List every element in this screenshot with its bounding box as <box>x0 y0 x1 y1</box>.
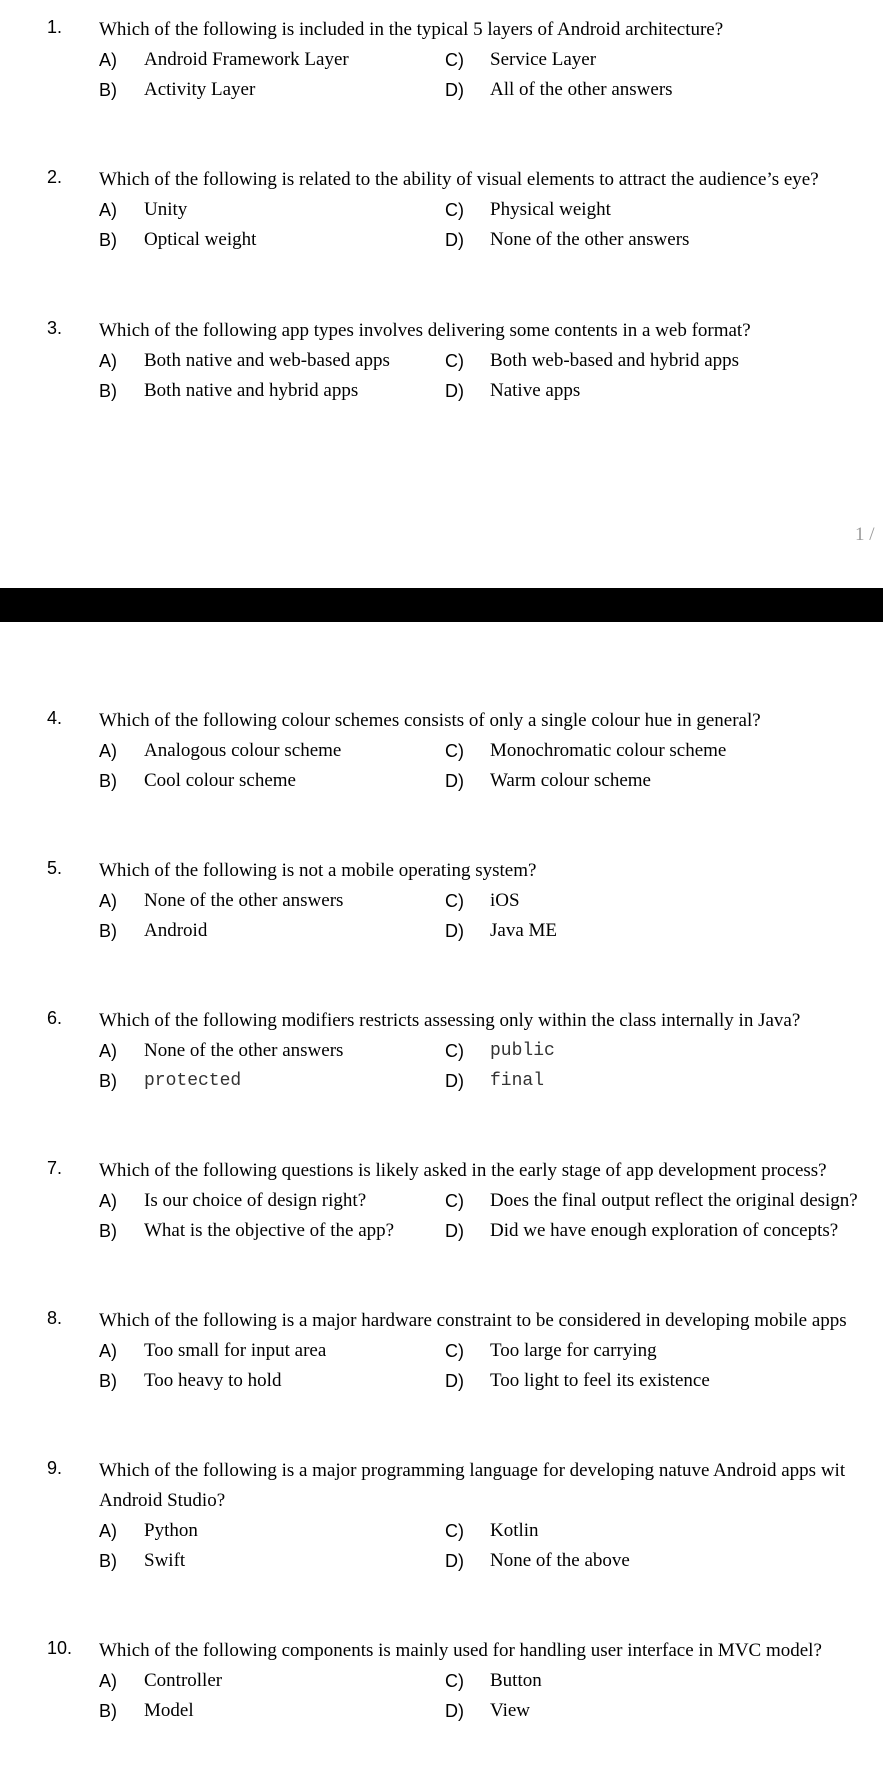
option-text: None of the other answers <box>490 229 690 250</box>
option-text: Kotlin <box>490 1520 539 1541</box>
option-text: What is the objective of the app? <box>144 1220 395 1241</box>
option-letter: D) <box>445 381 464 401</box>
option-text: None of the above <box>490 1550 630 1571</box>
option-letter: A) <box>99 50 117 70</box>
option-letter: A) <box>99 891 117 911</box>
option-text: Did we have enough exploration of concepts? <box>490 1220 839 1241</box>
option-letter: D) <box>445 230 464 250</box>
option-text: Swift <box>144 1550 186 1571</box>
option-text: Model <box>144 1700 194 1721</box>
question-text: Which of the following is a major programming language for developing natuve Android apps wit <box>99 1460 846 1481</box>
option-letter: D) <box>445 1371 464 1391</box>
option-text: View <box>490 1700 531 1721</box>
question-number: 2. <box>47 167 63 187</box>
option-letter: B) <box>99 1551 117 1571</box>
question-number: 9. <box>47 1458 63 1478</box>
option-text: Optical weight <box>144 229 257 250</box>
option-text: Analogous colour scheme <box>144 740 342 761</box>
option-text: final <box>490 1071 545 1091</box>
option-text: Android Framework Layer <box>144 49 349 70</box>
option-letter: B) <box>99 771 117 791</box>
option-letter: B) <box>99 1371 117 1391</box>
option-letter: C) <box>445 891 464 911</box>
option-letter: C) <box>445 1041 464 1061</box>
exam-page-1 <box>0 0 883 588</box>
option-text: Monochromatic colour scheme <box>490 740 727 761</box>
option-letter: C) <box>445 200 464 220</box>
option-letter: D) <box>445 1071 464 1091</box>
option-letter: B) <box>99 230 117 250</box>
option-letter: D) <box>445 1221 464 1241</box>
option-letter: D) <box>445 1551 464 1571</box>
option-text: Does the final output reflect the original design? <box>490 1190 858 1211</box>
option-letter: A) <box>99 1041 117 1061</box>
page-divider <box>0 588 883 622</box>
question-text: Which of the following components is mainly used for handling user interface in MVC model? <box>99 1640 822 1661</box>
question-number: 4. <box>47 708 63 728</box>
option-letter: C) <box>445 1671 464 1691</box>
option-letter: C) <box>445 1521 464 1541</box>
question-text: Which of the following colour schemes consists of only a single colour hue in general? <box>99 710 761 731</box>
option-letter: D) <box>445 771 464 791</box>
option-text: Physical weight <box>490 199 611 220</box>
option-text: Cool colour scheme <box>144 770 296 791</box>
option-letter: C) <box>445 1191 464 1211</box>
question-number: 6. <box>47 1008 63 1028</box>
option-text: None of the other answers <box>144 890 344 911</box>
option-letter: A) <box>99 1521 117 1541</box>
option-letter: B) <box>99 381 117 401</box>
option-letter: D) <box>445 80 464 100</box>
option-text: Too heavy to hold <box>144 1370 282 1391</box>
option-text: Too large for carrying <box>490 1340 657 1361</box>
option-text: All of the other answers <box>490 79 673 100</box>
option-text: Service Layer <box>490 49 597 70</box>
option-text: Java ME <box>490 920 558 941</box>
question-text: Which of the following is not a mobile operating system? <box>99 860 537 881</box>
option-text: Warm colour scheme <box>490 770 651 791</box>
option-letter: C) <box>445 1341 464 1361</box>
exam-page-2 <box>0 622 883 1780</box>
question-text: Which of the following app types involves delivering some contents in a web format? <box>99 320 751 341</box>
option-text: public <box>490 1041 555 1061</box>
option-text: Python <box>144 1520 198 1541</box>
option-letter: C) <box>445 741 464 761</box>
page-number: 1 / <box>855 524 875 545</box>
option-text: None of the other answers <box>144 1040 344 1061</box>
option-text: Android <box>144 920 208 941</box>
option-text: Too light to feel its existence <box>490 1370 710 1391</box>
option-text: Too small for input area <box>144 1340 327 1361</box>
option-text: Controller <box>144 1670 223 1691</box>
option-letter: D) <box>445 921 464 941</box>
option-text: Native apps <box>490 380 581 401</box>
option-text: iOS <box>490 890 520 911</box>
option-text: Activity Layer <box>144 79 256 100</box>
option-letter: B) <box>99 80 117 100</box>
option-text: Is our choice of design right? <box>144 1190 367 1211</box>
option-letter: B) <box>99 1071 117 1091</box>
question-text: Which of the following is a major hardware constraint to be considered in developing mobile apps <box>99 1310 847 1331</box>
question-number: 7. <box>47 1158 63 1178</box>
question-text-continued: Android Studio? <box>99 1490 226 1511</box>
option-letter: B) <box>99 921 117 941</box>
option-text: Both native and hybrid apps <box>144 380 359 401</box>
option-letter: B) <box>99 1221 117 1241</box>
question-number: 5. <box>47 858 63 878</box>
option-letter: A) <box>99 200 117 220</box>
question-text: Which of the following questions is likely asked in the early stage of app development process? <box>99 1160 827 1181</box>
option-letter: A) <box>99 351 117 371</box>
option-letter: B) <box>99 1701 117 1721</box>
question-number: 1. <box>47 17 63 37</box>
option-text: protected <box>144 1071 242 1091</box>
option-letter: A) <box>99 741 117 761</box>
question-number: 3. <box>47 318 63 338</box>
question-text: Which of the following is related to the ability of visual elements to attract the audience’s eye? <box>99 169 819 190</box>
option-letter: A) <box>99 1341 117 1361</box>
option-letter: A) <box>99 1671 117 1691</box>
option-letter: C) <box>445 50 464 70</box>
option-text: Both web-based and hybrid apps <box>490 350 740 371</box>
option-text: Unity <box>144 199 188 220</box>
question-number: 8. <box>47 1308 63 1328</box>
option-letter: D) <box>445 1701 464 1721</box>
option-text: Button <box>490 1670 542 1691</box>
option-letter: A) <box>99 1191 117 1211</box>
option-letter: C) <box>445 351 464 371</box>
question-number: 10. <box>47 1638 73 1658</box>
question-text: Which of the following is included in the typical 5 layers of Android architecture? <box>99 19 724 40</box>
question-text: Which of the following modifiers restricts assessing only within the class internally in Java? <box>99 1010 801 1031</box>
option-text: Both native and web-based apps <box>144 350 390 371</box>
